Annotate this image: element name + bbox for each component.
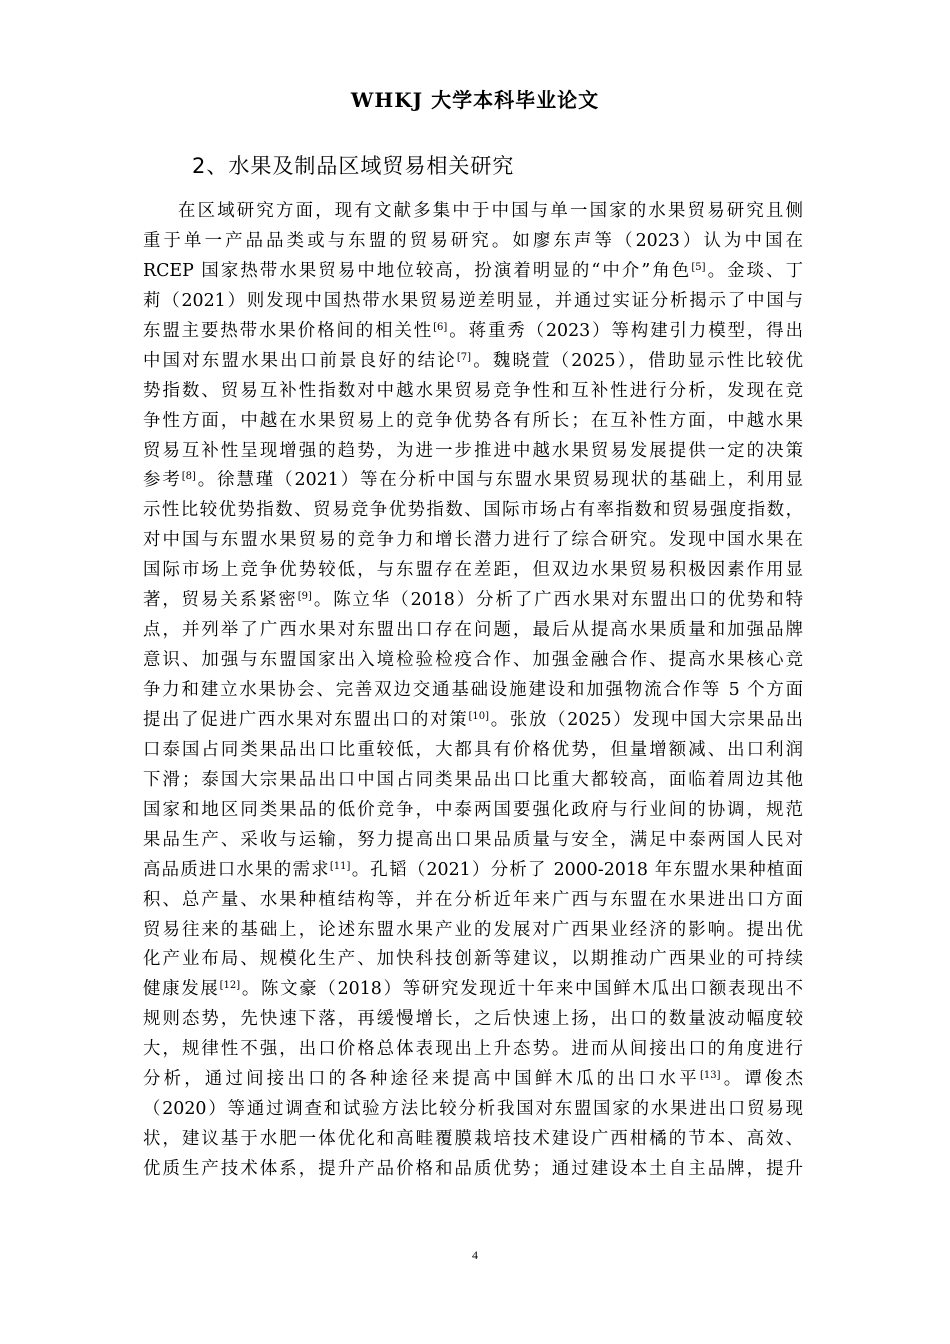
text-line: 中国对东盟水果出口前景良好的结论[7]。魏晓萱（2025），借助显示性比较优 (143, 350, 803, 371)
citation-ref: [10] (468, 710, 489, 722)
text-line: 优质生产技术体系，提升产品价格和品质优势；通过建设本土自主品牌，提升 (143, 1159, 803, 1179)
citation-ref: [13] (699, 1070, 721, 1082)
citation-ref: [6] (433, 321, 448, 333)
text-line: 分析，通过间接出口的各种途径来提高中国鲜木瓜的出口水平[13]。谭俊杰 (143, 1069, 803, 1090)
text-line: 贸易互补性呈现增强的趋势，为进一步推进中越水果贸易发展提供一定的决策 (143, 440, 803, 461)
text-line: （2020）等通过调查和试验方法比较分析我国对东盟国家的水果进出口贸易现 (143, 1099, 803, 1120)
body-paragraph (143, 197, 803, 1185)
text-line: 下滑；泰国大宗果品出口中国占同类果品出口比重大都较高，面临着周边其他 (143, 769, 803, 790)
text-line: 状，建议基于水肥一体优化和高畦覆膜栽培技术建设广西柑橘的节本、高效、 (143, 1129, 803, 1150)
text-line: 点，并列举了广西水果对东盟出口存在问题，最后从提高水果质量和加强品牌 (143, 620, 803, 641)
text-line: 规则态势，先快速下落，再缓慢增长，之后快速上扬，出口的数量波动幅度较 (143, 1009, 803, 1030)
page-number: 4 (472, 1248, 478, 1262)
text-line: 意识、加强与东盟国家出入境检验检疫合作、加强金融合作、提高水果核心竞 (143, 650, 803, 671)
citation-ref: [11] (329, 860, 351, 872)
text-line: 对中国与东盟水果贸易的竞争力和增长潜力进行了综合研究。发现中国水果在 (143, 530, 803, 551)
text-line: 示性比较优势指数、贸易竞争优势指数、国际市场占有率指数和贸易强度指数， (143, 500, 803, 521)
text-line: 积、总产量、水果种植结构等，并在分析近年来广西与东盟在水果进出口方面 (143, 889, 803, 910)
text-line: 东盟主要热带水果价格间的相关性[6]。蒋重秀（2023）等构建引力模型，得出 (143, 320, 803, 341)
text-line: 化产业布局、规模化生产、加快科技创新等建议，以期推动广西果业的可持续 (143, 949, 803, 970)
text-line: 争性方面，中越在水果贸易上的竞争优势各有所长；在互补性方面，中越水果 (143, 410, 803, 431)
page-header-title: WHKJ 大学本科毕业论文 (350, 88, 600, 112)
text-line: 贸易往来的基础上，论述东盟水果产业的发展对广西果业经济的影响。提出优 (143, 919, 803, 940)
citation-ref: [12] (219, 980, 241, 992)
text-line: 莉（2021）则发现中国热带水果贸易逆差明显，并通过实证分析揭示了中国与 (143, 290, 803, 311)
text-line: 口泰国占同类果品出口比重较低，大都具有价格优势，但量增额减、出口利润 (143, 739, 803, 760)
citation-ref: [9] (297, 591, 312, 603)
text-line: 国际市场上竞争优势较低，与东盟存在差距，但双边水果贸易积极因素作用显 (143, 560, 803, 581)
citation-ref: [8] (181, 471, 196, 483)
text-line: 势指数、贸易互补性指数对中越水果贸易竞争性和互补性进行分析，发现在竞 (143, 380, 803, 401)
citation-ref: [7] (456, 351, 471, 363)
text-line: 高品质进口水果的需求[11]。孔韬（2021）分析了 2000-2018 年东盟水果种植面 (143, 859, 803, 880)
text-line: 健康发展[12]。陈文豪（2018）等研究发现近十年来中国鲜木瓜出口额表现出不 (143, 979, 803, 1000)
text-line: 提出了促进广西水果对东盟出口的对策[10]。张放（2025）发现中国大宗果品出 (143, 709, 803, 730)
text-line: 著，贸易关系紧密[9]。陈立华（2018）分析了广西水果对东盟出口的优势和特 (143, 590, 803, 611)
section-heading: 2、水果及制品区域贸易相关研究 (192, 154, 515, 178)
text-line: RCEP 国家热带水果贸易中地位较高，扮演着明显的“中介”角色[5]。金琰、丁 (143, 260, 803, 281)
citation-ref: [5] (691, 261, 706, 273)
text-line: 重于单一产品品类或与东盟的贸易研究。如廖东声等（2023）认为中国在 (143, 230, 803, 251)
text-line: 果品生产、采收与运输，努力提高出口果品质量与安全，满足中泰两国人民对 (143, 829, 803, 850)
text-line: 参考[8]。徐慧瑾（2021）等在分析中国与东盟水果贸易现状的基础上，利用显 (143, 470, 803, 491)
text-line: 争力和建立水果协会、完善双边交通基础设施建设和加强物流合作等 5 个方面 (143, 680, 803, 700)
text-line: 大，规律性不强，出口价格总体表现出上升态势。进而从间接出口的角度进行 (143, 1039, 803, 1060)
text-line: 在区域研究方面，现有文献多集中于中国与单一国家的水果贸易研究且侧 (178, 201, 803, 221)
text-line: 国家和地区同类果品的低价竞争，中泰两国要强化政府与行业间的协调，规范 (143, 799, 803, 820)
